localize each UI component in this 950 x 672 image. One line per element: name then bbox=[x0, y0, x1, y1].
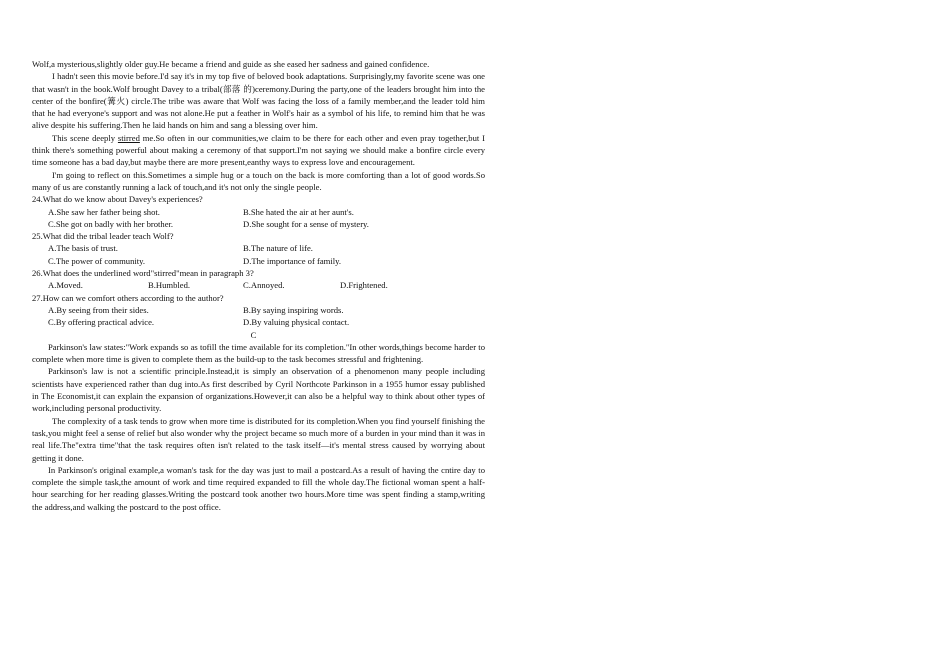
question-stem: 25.What did the tribal leader teach Wolf? bbox=[32, 231, 174, 242]
paragraph-b-1: Wolf,a mysterious,slightly older guy.He became a friend and guide as she eased her sadness and gained confidence. bbox=[32, 59, 430, 69]
option-d: D.She sought for a sense of mystery. bbox=[243, 218, 369, 229]
option-c: C.She got on badly with her brother. bbox=[48, 218, 174, 229]
option-a: A.By seeing from their sides. bbox=[48, 304, 149, 315]
question-stem: 26.What does the underlined word"stirred"mean in paragraph 3? bbox=[32, 268, 254, 279]
question-24 bbox=[32, 193, 485, 230]
question-26 bbox=[32, 267, 485, 292]
paragraph-c-3: The complexity of a task tends to grow when more time is distributed for its completion.When you find yourself finishing the task,you might feel a sense of relief but also wonder why the project became so much more of a burden in your mind than it was in real life.The"extra time"that the task requires often isn't related to the task itself—it's mental stress caused by worrying about getting it done. bbox=[32, 415, 485, 463]
paragraph-c-1: Parkinson's law states:"Work expands so as tofill the time available for its completion."In other words,things become harder to complete when more time is given to complete them as the build-up to the task becomes stressful and frightening. bbox=[32, 341, 485, 365]
option-a: A.The basis of trust. bbox=[48, 243, 118, 254]
question-stem: 24.What do we know about Davey's experiences? bbox=[32, 194, 203, 205]
option-d: D.By valuing physical contact. bbox=[243, 317, 350, 328]
section-label: C bbox=[250, 329, 257, 340]
underlined-word: stirred bbox=[117, 132, 140, 143]
option-c: C.By offering practical advice. bbox=[48, 317, 155, 328]
option-d: D.Frightened. bbox=[340, 280, 388, 291]
paragraph-b-3: This scene deeply stirred me.So often in our communities,we claim to be there for each other and even pray together,but I think there's something powerful about making a ceremony of that support.I'm not saying we should make a bonfire circle every time someone has a bad day,but maybe there are more present,eanthy ways to express love and encouragement. bbox=[32, 132, 486, 168]
option-c: C.Annoyed. bbox=[243, 280, 285, 291]
paragraph-b-2: I hadn't seen this movie before.I'd say it's in my top five of beloved book adaptations. Surprisingly,my favorite scene was one that wasn't in the book.Wolf brought Davey to a tribal(部落 的)ceremony.During the party,one of the leaders brought him into the center of the bonfire(篝火) circle.The tribe was aware that Wolf was facing the loss of a family member,and the leader told him that he had everyone's support and was not alone.He put a feather in Wolf's hair as a symbol of his life, to remind him that he was alive despite his suffering.Then he laid hands on him and sang a blessing over him. bbox=[32, 71, 485, 131]
exam-page bbox=[32, 58, 485, 513]
option-b: B.The nature of life. bbox=[243, 243, 313, 254]
question-25 bbox=[32, 230, 485, 267]
option-d: D.The importance of family. bbox=[243, 255, 341, 266]
paragraph-b-4: I'm going to reflect on this.Sometimes a simple hug or a touch on the back is more comforting than a lot of good words.So many of us are constantly running a lack of touch,and it's not only the single people. bbox=[32, 169, 485, 192]
paragraph-c-4: In Parkinson's original example,a woman's task for the day was just to mail a postcard.As a result of having the cntire day to complete the simple task,the amount of work and time required expanded to fill the whole day.The fictional woman spent a half-hour searching for her reading glasses.Writing the postcard took another two hours.More time was spent finding a stamp,writing the address,and walking the postcard to the post office. bbox=[32, 464, 485, 512]
option-a: A.Moved. bbox=[48, 280, 83, 291]
option-a: A.She saw her father being shot. bbox=[48, 206, 160, 217]
question-27 bbox=[32, 292, 485, 329]
option-b: B.By saying inspiring words. bbox=[243, 304, 344, 315]
question-stem: 27.How can we comfort others according to the author? bbox=[32, 292, 224, 303]
option-b: B.She hated the air at her aunt's. bbox=[243, 206, 354, 217]
option-c: C.The power of community. bbox=[48, 255, 146, 266]
option-b: B.Humbled. bbox=[148, 280, 191, 291]
paragraph-c-2: Parkinson's law is not a scientific principle.Instead,it is simply an observation of a phenomenon many people including scientists have experienced rather than dug into.As first described by Cyril Northcote Parkinson in a 1955 humor essay published in The Economist,it can explain the expansion of organizations.However,it can also be a helpful way to think about other types of work,including personal productivity. bbox=[32, 366, 485, 414]
